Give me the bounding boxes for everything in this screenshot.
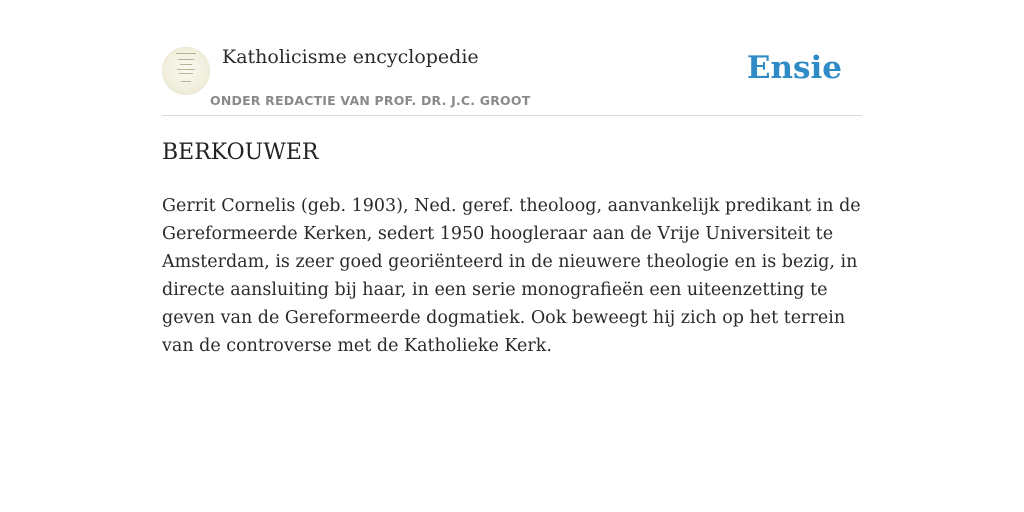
page-header <box>162 40 862 116</box>
editor-subtitle: ONDER REDACTIE VAN PROF. DR. J.C. GROOT <box>210 93 531 108</box>
book-cover-icon[interactable] <box>162 47 210 95</box>
entry-title: BERKOUWER <box>162 140 319 165</box>
entry-text: Gerrit Cornelis (geb. 1903), Ned. geref. theoloog, aanvankelijk predikant in de Gereformeerde Kerken, sedert 1950 hoogleraar aan de Vrije Universiteit te Amsterdam, is zeer goed georiënteerd in de nieuwere theologie en is bezig, in directe aansluiting bij haar, in een serie monografieën een uiteenzetting te geven van de Gereformeerde dogmatiek. Ook beweegt hij zich op het terrein van de controverse met de Katholieke Kerk. <box>162 196 861 356</box>
ensie-logo[interactable]: Ensie <box>746 50 842 86</box>
site-title[interactable]: Katholicisme encyclopedie <box>222 46 479 68</box>
